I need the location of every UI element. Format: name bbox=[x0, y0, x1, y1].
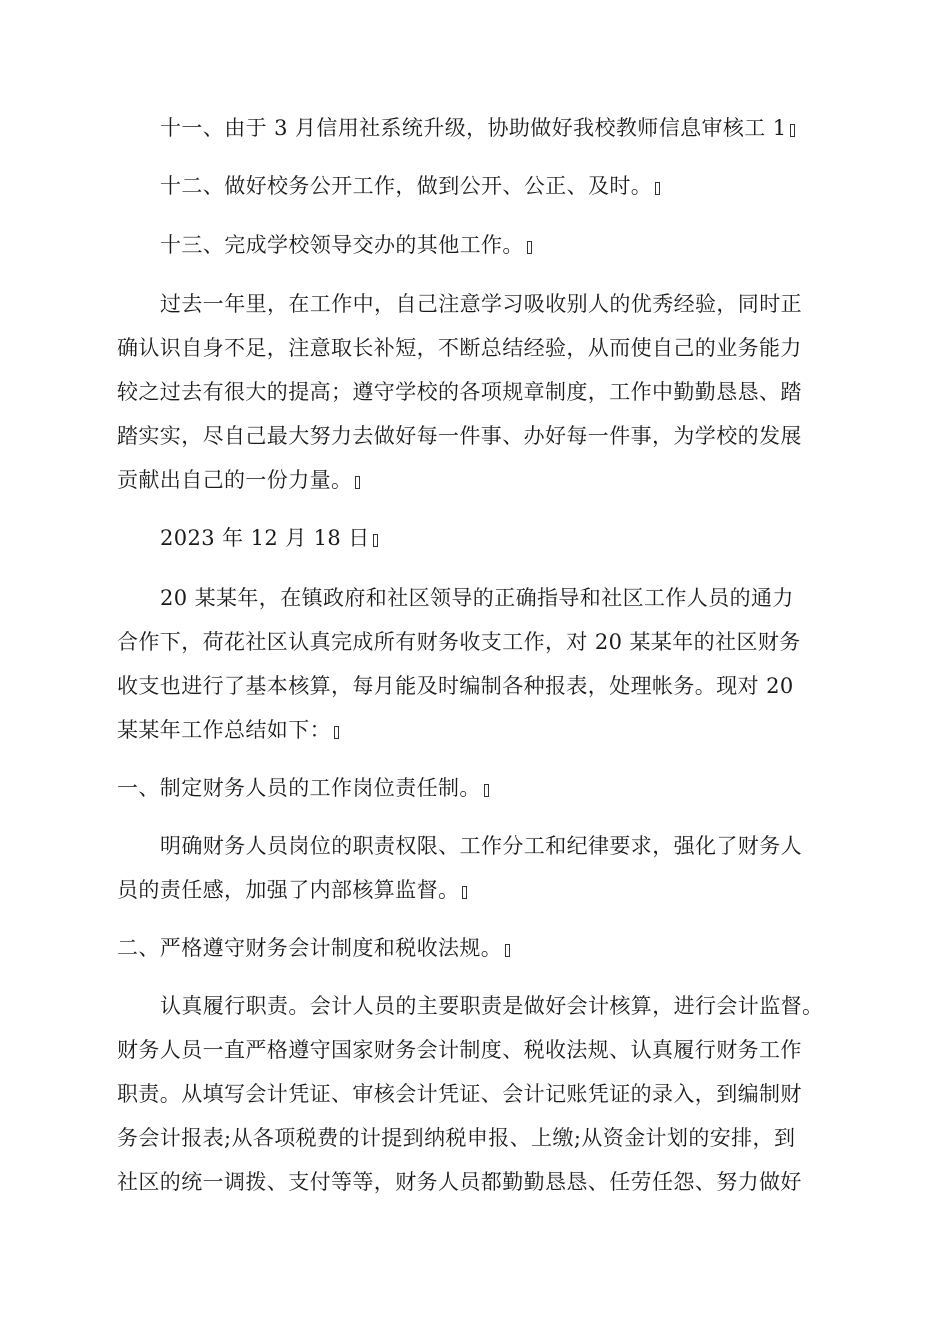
paragraph-mark-icon bbox=[655, 182, 660, 195]
text-line: 员的责任感，加强了内部核算监督。 bbox=[117, 880, 467, 901]
text-line: 十一、由于 3 月信用社系统升级，协助做好我校教师信息审核工 1 bbox=[160, 118, 795, 139]
paragraph-mark-icon bbox=[527, 241, 532, 254]
paragraph-mark-icon bbox=[790, 124, 795, 137]
paragraph-mark-icon bbox=[505, 944, 510, 957]
text-line: 十二、做好校务公开工作，做到公开、公正、及时。 bbox=[160, 176, 660, 197]
text-line: 明确财务人员岗位的职责权限、工作分工和纪律要求，强化了财务人 bbox=[160, 834, 802, 858]
text-line: 收支也进行了基本核算，每月能及时编制各种报表，处理帐务。现对 20 bbox=[117, 674, 794, 698]
paragraph-mark-icon bbox=[334, 726, 339, 739]
text-line: 过去一年里，在工作中，自己注意学习吸收别人的优秀经验，同时正 bbox=[160, 292, 802, 316]
text-line: 认真履行职责。会计人员的主要职责是做好会计核算，进行会计监督。 bbox=[160, 994, 824, 1018]
text-line: 某某年工作总结如下： bbox=[117, 720, 339, 741]
paragraph-mark-icon bbox=[373, 534, 378, 547]
text-line: 职责。从填写会计凭证、审核会计凭证、会计记账凭证的录入，到编制财 bbox=[117, 1082, 802, 1106]
section-heading: 二、严格遵守财务会计制度和税收法规。 bbox=[117, 938, 510, 959]
text-line: 较之过去有很大的提高；遵守学校的各项规章制度，工作中勤勤恳恳、踏 bbox=[117, 380, 802, 404]
text-line: 踏实实，尽自己最大努力去做好每一件事、办好每一件事，为学校的发展 bbox=[117, 424, 802, 448]
text-line: 合作下，荷花社区认真完成所有财务收支工作，对 20 某某年的社区财务 bbox=[117, 630, 801, 654]
date-line: 2023 年 12 月 18 日 bbox=[160, 528, 378, 549]
text-line: 社区的统一调拨、支付等等，财务人员都勤勤恳恳、任劳任怨、努力做好 bbox=[117, 1170, 802, 1194]
text-line: 务会计报表;从各项税费的计提到纳税申报、上缴;从资金计划的安排，到 bbox=[117, 1126, 796, 1150]
paragraph-mark-icon bbox=[484, 784, 489, 797]
text-line: 财务人员一直严格遵守国家财务会计制度、税收法规、认真履行财务工作 bbox=[117, 1038, 802, 1062]
paragraph-mark-icon bbox=[355, 476, 360, 489]
text-line: 贡献出自己的一份力量。 bbox=[117, 470, 360, 491]
text-line: 20 某某年，在镇政府和社区领导的正确指导和社区工作人员的通力 bbox=[160, 586, 794, 610]
text-line: 十三、完成学校领导交办的其他工作。 bbox=[160, 235, 532, 256]
paragraph-mark-icon bbox=[462, 886, 467, 899]
text-line: 确认识自身不足，注意取长补短，不断总结经验，从而使自己的业务能力 bbox=[117, 336, 802, 360]
section-heading: 一、制定财务人员的工作岗位责任制。 bbox=[117, 778, 489, 799]
